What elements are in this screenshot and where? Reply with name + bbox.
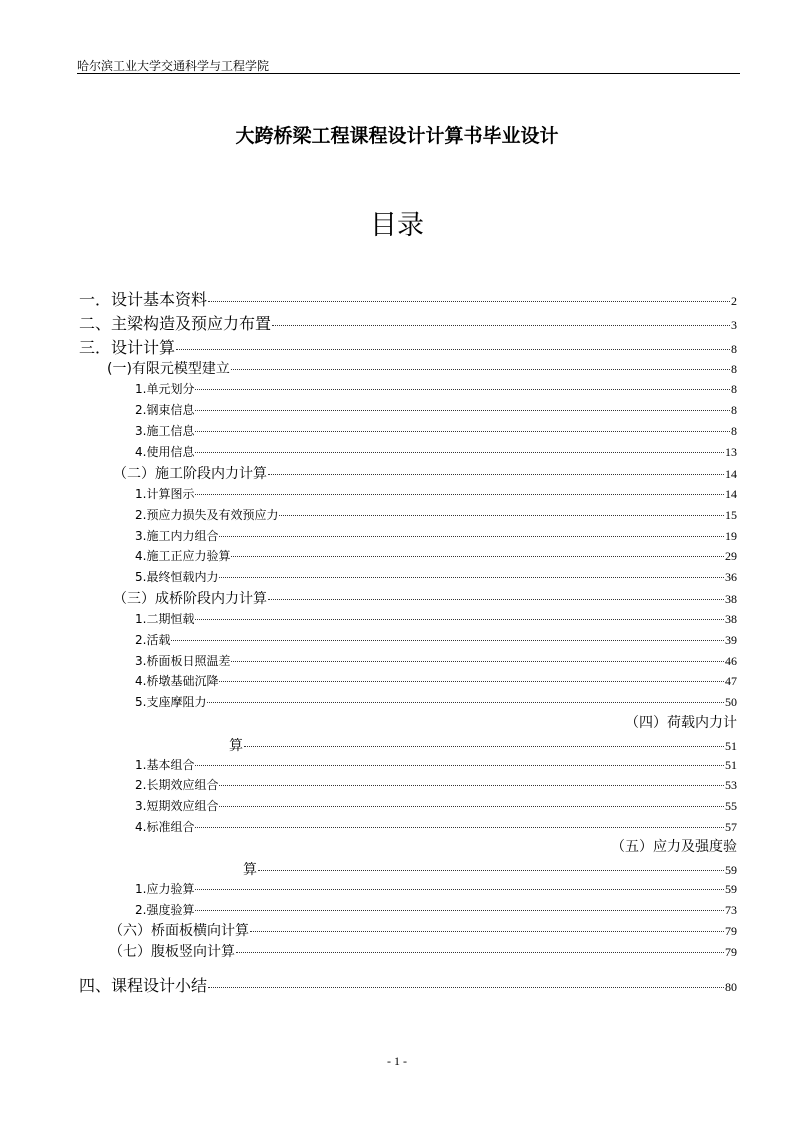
toc-entry-title: 5.支座摩阻力 <box>135 695 207 709</box>
toc-leader <box>279 515 724 516</box>
page-number: - 1 - <box>387 1054 407 1068</box>
toc-entry[interactable] <box>135 547 737 564</box>
toc-leader <box>219 681 724 682</box>
toc-entry-title: 4.使用信息 <box>135 445 195 459</box>
toc-entry-title: 1.单元划分 <box>135 382 195 396</box>
toc-leader <box>219 577 724 578</box>
toc-leader <box>244 746 724 747</box>
toc-entry-page: 51 <box>725 739 737 753</box>
toc-leader <box>219 536 724 537</box>
toc-entry[interactable] <box>79 287 737 310</box>
toc-leader <box>219 785 724 786</box>
toc-entry[interactable] <box>113 463 737 483</box>
toc-entry[interactable] <box>113 588 737 608</box>
toc-entry[interactable] <box>79 973 737 996</box>
toc-entry-page: 3 <box>731 318 737 332</box>
toc-leader <box>272 325 730 326</box>
toc-entry-title: 算 <box>243 862 257 878</box>
toc-leader <box>258 870 724 871</box>
toc-entry-title: （二）施工阶段内力计算 <box>113 466 267 482</box>
toc-entry-page: 50 <box>725 695 737 709</box>
toc-entry[interactable] <box>135 693 737 710</box>
toc-leader <box>219 806 724 807</box>
toc-leader <box>195 494 724 495</box>
toc-leader <box>250 931 724 932</box>
toc-entry-title: 四、课程设计小结 <box>79 976 208 995</box>
toc-entry-title: 二、主梁构造及预应力布置 <box>79 314 272 333</box>
toc-leader <box>231 369 730 370</box>
toc-entry-page: 51 <box>725 758 737 772</box>
toc-entry[interactable] <box>135 610 737 627</box>
toc-entry[interactable] <box>135 880 737 897</box>
toc-leader <box>195 765 724 766</box>
toc-entry-title: 4.桥墩基础沉降 <box>135 674 219 688</box>
toc-entry-title: 3.施工信息 <box>135 424 195 438</box>
toc-heading: 目录 <box>370 210 424 241</box>
toc-entry-title: （六）桥面板横向计算 <box>109 923 249 939</box>
toc-entry-title: 4.施工正应力验算 <box>135 549 231 563</box>
toc-leader <box>195 410 730 411</box>
toc-entry-title: 2.长期效应组合 <box>135 778 219 792</box>
toc-leader <box>231 661 724 662</box>
toc-entry[interactable] <box>135 672 737 689</box>
toc-entry-title: 3.施工内力组合 <box>135 529 219 543</box>
toc-entry[interactable] <box>135 380 737 397</box>
toc-leader <box>195 619 724 620</box>
toc-entry[interactable] <box>135 401 737 418</box>
toc-entry[interactable] <box>135 797 737 814</box>
toc-leader <box>236 952 724 953</box>
toc-entry-title: 3.桥面板日照温差 <box>135 654 231 668</box>
toc-entry-page: 57 <box>725 820 737 834</box>
toc-entry[interactable] <box>135 776 737 793</box>
toc-entry-title: 1.基本组合 <box>135 758 195 772</box>
toc-entry[interactable] <box>135 568 737 585</box>
toc-entry[interactable] <box>135 422 737 439</box>
toc-entry-title: 2.预应力损失及有效预应力 <box>135 508 279 522</box>
toc-entry[interactable] <box>135 652 737 669</box>
toc-entry-page: 8 <box>731 403 737 417</box>
toc-entry-page: 8 <box>731 382 737 396</box>
toc-entry[interactable] <box>135 756 737 773</box>
toc-entry-title-line1: （四）荷载内力计 <box>625 715 737 731</box>
toc-leader <box>171 640 724 641</box>
toc-leader <box>207 702 724 703</box>
toc-entry-page: 8 <box>731 342 737 356</box>
toc-entry-page: 38 <box>725 612 737 626</box>
toc-entry[interactable] <box>229 735 737 755</box>
toc-entry-title-line1: （五）应力及强度验 <box>611 839 737 855</box>
toc-entry[interactable] <box>109 941 737 961</box>
toc-entry-title: (一)有限元模型建立 <box>107 361 230 377</box>
toc-entry-page: 39 <box>725 633 737 647</box>
toc-entry-title: 2.钢束信息 <box>135 403 195 417</box>
toc-entry-title: 2.活载 <box>135 633 171 647</box>
toc-entry-page: 8 <box>731 424 737 438</box>
toc-entry-page: 46 <box>725 654 737 668</box>
toc-entry-page: 15 <box>725 508 737 522</box>
toc-entry[interactable] <box>135 485 737 502</box>
toc-leader <box>231 556 724 557</box>
toc-leader <box>208 301 730 302</box>
toc-entry[interactable] <box>107 358 737 378</box>
toc-entry-page: 80 <box>725 980 737 994</box>
toc-entry-title: 一．设计基本资料 <box>79 290 208 309</box>
toc-entry-title: （七）腹板竖向计算 <box>109 944 235 960</box>
toc-leader <box>268 474 724 475</box>
toc-entry-page: 2 <box>731 294 737 308</box>
toc-entry[interactable] <box>79 335 737 358</box>
toc-entry-page: 14 <box>725 487 737 501</box>
toc-entry-title: 5.最终恒载内力 <box>135 570 219 584</box>
document-title: 大跨桥梁工程课程设计计算书毕业设计 <box>235 125 559 147</box>
toc-entry-page: 14 <box>725 467 737 481</box>
toc-entry-title: 1.二期恒载 <box>135 612 195 626</box>
toc-entry-title: 4.标准组合 <box>135 820 195 834</box>
toc-entry[interactable] <box>135 901 737 918</box>
toc-entry-page: 59 <box>725 882 737 896</box>
toc-entry-title: 1.计算图示 <box>135 487 195 501</box>
toc-entry[interactable] <box>79 311 737 334</box>
toc-leader <box>195 889 724 890</box>
toc-entry[interactable] <box>109 920 737 940</box>
toc-entry[interactable] <box>135 443 737 460</box>
toc-entry[interactable] <box>135 631 737 648</box>
toc-leader <box>195 431 730 432</box>
toc-leader <box>195 389 730 390</box>
toc-entry-page: 13 <box>725 445 737 459</box>
toc-entry-title: 2.强度验算 <box>135 903 195 917</box>
toc-entry-page: 79 <box>725 945 737 959</box>
toc-entry-title: （三）成桥阶段内力计算 <box>113 591 267 607</box>
toc-entry-title: 算 <box>229 738 243 754</box>
toc-leader <box>195 452 724 453</box>
toc-leader <box>268 599 724 600</box>
toc-entry-page: 29 <box>725 549 737 563</box>
toc-entry-title: 3.短期效应组合 <box>135 799 219 813</box>
toc-entry-page: 19 <box>725 529 737 543</box>
toc-leader <box>195 910 724 911</box>
toc-leader <box>176 349 730 350</box>
toc-entry-title: 1.应力验算 <box>135 882 195 896</box>
toc-leader <box>208 987 724 988</box>
toc-entry-page: 59 <box>725 863 737 877</box>
toc-entry-page: 36 <box>725 570 737 584</box>
toc-entry-page: 73 <box>725 903 737 917</box>
toc-entry[interactable] <box>135 818 737 835</box>
header-institution: 哈尔滨工业大学交通科学与工程学院 <box>77 59 270 73</box>
toc-entry-title: 三．设计计算 <box>79 338 176 357</box>
toc-entry-page: 55 <box>725 799 737 813</box>
toc-entry-page: 38 <box>725 592 737 606</box>
toc-entry-page: 79 <box>725 924 737 938</box>
toc-entry[interactable] <box>135 527 737 544</box>
toc-entry-page: 53 <box>725 778 737 792</box>
toc-leader <box>195 827 724 828</box>
toc-entry[interactable] <box>135 506 737 523</box>
header-rule <box>77 73 740 74</box>
toc-entry-page: 8 <box>731 362 737 376</box>
toc-entry-page: 47 <box>725 674 737 688</box>
toc-entry[interactable] <box>243 859 737 879</box>
